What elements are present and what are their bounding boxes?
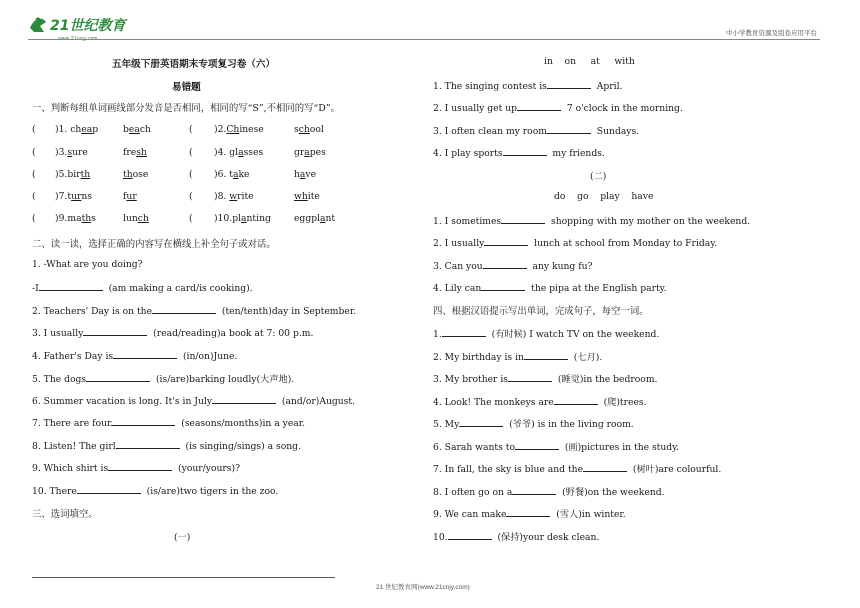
answer-blank[interactable] [517,101,561,111]
word-b [123,169,148,180]
answer-blank[interactable] [83,326,147,336]
word-a [232,213,271,224]
section4-item-hint: (野餐)on the weekend. [556,487,665,498]
word-b [294,213,335,224]
header-divider [28,39,820,40]
word-a [229,147,263,158]
section4-item-hint: (爷爷) is in the living room. [503,419,634,430]
section2-item-hint: (in/on)June. [177,351,238,362]
word-b [294,124,324,135]
section4-item-hint: (睡觉)in the bedroom. [552,374,658,385]
section2-item-prompt: -I [32,283,39,294]
answer-blank[interactable] [515,440,559,450]
logo-mark-icon [28,14,126,36]
word-a-part: ch [70,124,82,135]
section4-item-prompt: 9. We can make [433,509,507,520]
question-number: )7.turns [55,191,93,202]
section2-heading: 二、读一读，选择正确的内容写在横线上补全句子或对话。 [32,239,276,250]
section3-part1-item [433,146,605,159]
section3-heading: 三、选词填空。 [32,509,98,520]
section3-part2-item-prompt: 4. Lily can [433,283,482,294]
question-number: )1. cheap [55,124,99,135]
section3-part2-item-prompt: 3. Can you [433,261,483,272]
section4-item [433,349,602,363]
question-number: )9.maths [55,213,96,224]
answer-blank[interactable] [481,281,525,291]
answer-blank[interactable] [547,124,591,134]
question-number: )10.planting [214,213,271,224]
section4-item [433,506,626,520]
answer-blank[interactable] [554,395,598,405]
answer-paren[interactable]: ( [189,147,193,158]
word-b-part: a [320,213,326,224]
word-b-part: h [294,169,300,180]
word-b-part: ch [298,124,310,135]
word-a-part: pl [232,213,242,224]
answer-blank[interactable] [547,79,591,89]
word-b-part: a [299,169,306,180]
word-b [294,147,326,158]
section4-item [433,529,599,543]
word-b [294,191,320,202]
word-b-part: f [123,191,127,202]
section2-item [32,304,356,317]
section4-item [433,371,657,385]
section3-part2-item-hint: lunch at school from Monday to Friday. [528,238,718,249]
section3-part2-item-hint: any kung fu? [526,261,593,272]
word-b-part: lun [123,213,138,224]
word-a-part: t [67,191,72,202]
word-a-part: sses [243,147,264,158]
section2-item-hint: (and/or)August. [276,396,356,407]
answer-blank[interactable] [503,146,547,156]
footer-divider [32,577,335,578]
answer-paren[interactable]: ( [189,169,193,180]
word-b [123,191,137,202]
answer-blank[interactable] [512,485,556,495]
section4-item-prompt: 8. I often go on a [433,487,513,498]
section2-item-hint: (seasons/months)in a year. [175,418,306,429]
answer-blank[interactable] [484,236,528,246]
section4-item-hint: (保持)your desk clean. [491,532,600,543]
word-a-part: a [241,213,247,224]
word-a [70,124,98,135]
word-a [67,213,96,224]
section4-item-prompt: 7. In fall, the sky is blue and the [433,464,584,475]
word-b-part: ool [309,124,324,135]
answer-paren[interactable]: ( [189,191,193,202]
section3-part1-wordbank: in on at with [544,56,635,67]
word-a-part: w [229,191,238,202]
section3-part2-item [433,214,750,227]
word-b [123,147,147,158]
answer-blank[interactable] [77,484,141,494]
section4-item [433,439,679,453]
section3-part2-wordbank: do go play have [554,191,654,202]
section2-item [32,484,278,497]
section2-item [32,326,313,339]
word-b-part: eggpl [294,213,321,224]
section2-item [32,394,355,407]
section4-item-prompt: 10. [433,532,448,543]
section4-item [433,484,665,498]
word-a-part: Ch [226,124,240,135]
answer-blank[interactable] [152,304,216,314]
section3-part1-item-prompt: 3. I often clean my room [433,126,547,137]
answer-blank[interactable] [524,350,568,360]
word-b [123,124,151,135]
section4-item-prompt: 2. My birthday is in [433,352,524,363]
word-a-part: th [81,213,92,224]
section2-item-prompt: 6. Summer vacation is long. It's in July [32,396,213,407]
word-b-part: ite [307,191,320,202]
word-a-part: ma [67,213,82,224]
answer-blank[interactable] [39,281,103,291]
section4-item-hint: (树叶)are colourful. [627,464,722,475]
section2-item [32,281,253,294]
word-a-part: a [238,147,244,158]
section4-item-prompt: 3. My brother is [433,374,509,385]
answer-blank[interactable] [448,530,492,540]
section3-part2-item [433,236,717,249]
word-b-part: th [123,169,133,180]
section2-item [32,259,143,270]
word-a-part: s [67,147,73,158]
section3-part2-label: (二) [590,171,607,182]
section2-item-hint: (am making a card/is cooking). [102,283,253,294]
question-number: )3.sure [55,147,88,158]
word-b-part: gr [294,147,305,158]
word-a [226,124,263,135]
answer-blank[interactable] [113,349,177,359]
answer-blank[interactable] [111,416,175,426]
word-a-part: s [91,213,96,224]
question-number: )4. glasses [214,147,264,158]
question-number: )5.birth [55,169,91,180]
word-a-part: rite [237,191,254,202]
word-b-part: sh [136,147,147,158]
answer-paren[interactable]: ( [32,147,36,158]
section3-part1-item [433,124,639,137]
section4-item-prompt: 5. My [433,419,460,430]
word-b-part: fre [123,147,137,158]
section2-item-prompt: 3. I usually [32,328,84,339]
logo-subtext: www.21cnjy.com [58,36,98,42]
section2-item-prompt: 5. The dogs [32,374,87,385]
section2-item [32,416,305,429]
logo-text: 21世纪教育 [50,18,126,34]
section3-part1-item-prompt: 2. I usually get up [433,103,517,114]
word-b-part: a [304,147,310,158]
section2-item-hint: (read/reading)a book at 7: 00 p.m. [147,328,314,339]
answer-blank[interactable] [442,327,486,337]
word-b-part: ch [139,124,151,135]
word-b-part: ch [137,213,149,224]
section4-heading: 四、根据汉语提示写出单词，完成句子，每空一词。 [433,306,649,317]
word-b [123,213,149,224]
answer-blank[interactable] [506,507,550,517]
word-b-part: nt [325,213,336,224]
word-a-part: a [232,169,239,180]
section2-item [32,371,294,385]
word-a-part: inese [239,124,264,135]
section3-part1-item-prompt: 1. The singing contest is [433,81,547,92]
section4-item-hint: (雪人)in winter. [550,509,626,520]
answer-paren[interactable]: ( [189,124,193,135]
section2-item-hint: (is/are)two tigers in the zoo. [140,486,279,497]
word-a-part: ur [71,191,82,202]
header-platform-text: 中小学教育资源及组卷应用平台 [726,30,817,37]
answer-blank[interactable] [483,259,527,269]
section4-item-hint: (画)pictures in the study. [558,442,680,453]
answer-paren[interactable]: ( [32,169,36,180]
section4-item-hint: (爬)trees. [597,397,647,408]
section3-part1-item [433,79,622,92]
section2-item-hint: (is singing/sings) a song. [179,441,301,452]
section2-item-prompt: 8. Listen! The girl [32,441,116,452]
section3-part2-item [433,259,592,272]
section4-item [433,461,721,475]
word-a-part: th [80,169,91,180]
section3-part2-item [433,281,667,294]
answer-paren[interactable]: ( [32,191,36,202]
word-b-part: wh [294,191,308,202]
page-title: 五年级下册英语期末专项复习卷（六） [112,59,276,70]
word-a [229,191,253,202]
answer-paren[interactable]: ( [32,213,36,224]
section3-part2-item-hint: the pipa at the English party. [525,283,667,294]
section3-part1-item-hint: 7 o'clock in the morning. [560,103,683,114]
answer-paren[interactable]: ( [189,213,193,224]
answer-blank[interactable] [459,417,503,427]
section4-item-hint: (七月). [567,352,603,363]
word-a-part: p [92,124,99,135]
word-a-part: bir [67,169,81,180]
answer-blank[interactable] [212,394,276,404]
section3-part1-item-hint: April. [590,81,623,92]
word-a [67,169,90,180]
section4-item-prompt: 1. [433,329,442,340]
word-a-part: ure [72,147,88,158]
word-b-part: ve [305,169,317,180]
section3-part1-item-hint: Sundays. [590,126,640,137]
section2-item-prompt: 10. There [32,486,77,497]
section2-item [32,439,301,452]
question-number: )2.Chinese [214,124,264,135]
footer-text: 21 世纪教育网(www.21cnjy.com) [376,584,470,591]
section2-item [32,461,240,474]
section2-item-prompt: 9. Which shirt is [32,463,109,474]
word-b-part: pes [309,147,326,158]
word-b-part: ur [126,191,137,202]
word-b-part: s [294,124,299,135]
section3-part2-item-hint: shopping with my mother on the weekend. [545,216,751,227]
word-b-part: ea [128,124,140,135]
word-a-part: t [229,169,233,180]
section2-item-hint: (is/are)barking loudly(大声地). [150,374,295,385]
section2-item-prompt: 1. -What are you doing? [32,259,143,270]
section4-item [433,326,659,340]
word-b-part: ose [132,169,149,180]
word-a-part: nting [246,213,271,224]
word-b [294,169,316,180]
word-a [67,147,87,158]
section4-item [433,416,634,430]
section3-part2-item-prompt: 2. I usually [433,238,485,249]
section4-item-prompt: 4. Look! The monkeys are [433,397,554,408]
section4-item-prompt: 6. Sarah wants to [433,442,515,453]
word-a [67,191,92,202]
section2-item-hint: (your/yours)? [172,463,241,474]
answer-blank[interactable] [501,214,545,224]
word-a-part: ke [238,169,250,180]
section4-item [433,394,647,408]
section3-part1-item [433,101,683,114]
answer-blank[interactable] [108,461,172,471]
section2-item-prompt: 7. There are four [32,418,112,429]
section3-part1-label: (一) [174,532,191,543]
answer-blank[interactable] [508,372,552,382]
answer-blank[interactable] [116,439,180,449]
word-a [229,169,249,180]
section3-part1-item-prompt: 4. I play sports [433,148,503,159]
question-number: )8. write [214,191,254,202]
page-subtitle: 易错题 [172,82,201,93]
word-a-part: gl [229,147,239,158]
section3-part2-item-prompt: 1. I sometimes [433,216,502,227]
answer-blank[interactable] [86,372,150,382]
section1-heading: 一、判断每组单词画线部分发音是否相同，相同的写“S”,不相同的写“D”。 [32,103,340,114]
section2-item [32,349,237,362]
answer-paren[interactable]: ( [32,124,36,135]
answer-blank[interactable] [583,462,627,472]
word-a-part: ea [81,124,93,135]
word-b-part: b [123,124,129,135]
section2-item-prompt: 2. Teachers' Day is on the [32,306,153,317]
section4-item-hint: (有时候) I watch TV on the weekend. [485,329,660,340]
word-a-part: ns [81,191,93,202]
section2-item-prompt: 4. Father's Day is [32,351,114,362]
question-number: )6. take [214,169,250,180]
logo [28,14,126,42]
section3-part1-item-hint: my friends. [546,148,605,159]
section2-item-hint: (ten/tenth)day in September. [216,306,357,317]
